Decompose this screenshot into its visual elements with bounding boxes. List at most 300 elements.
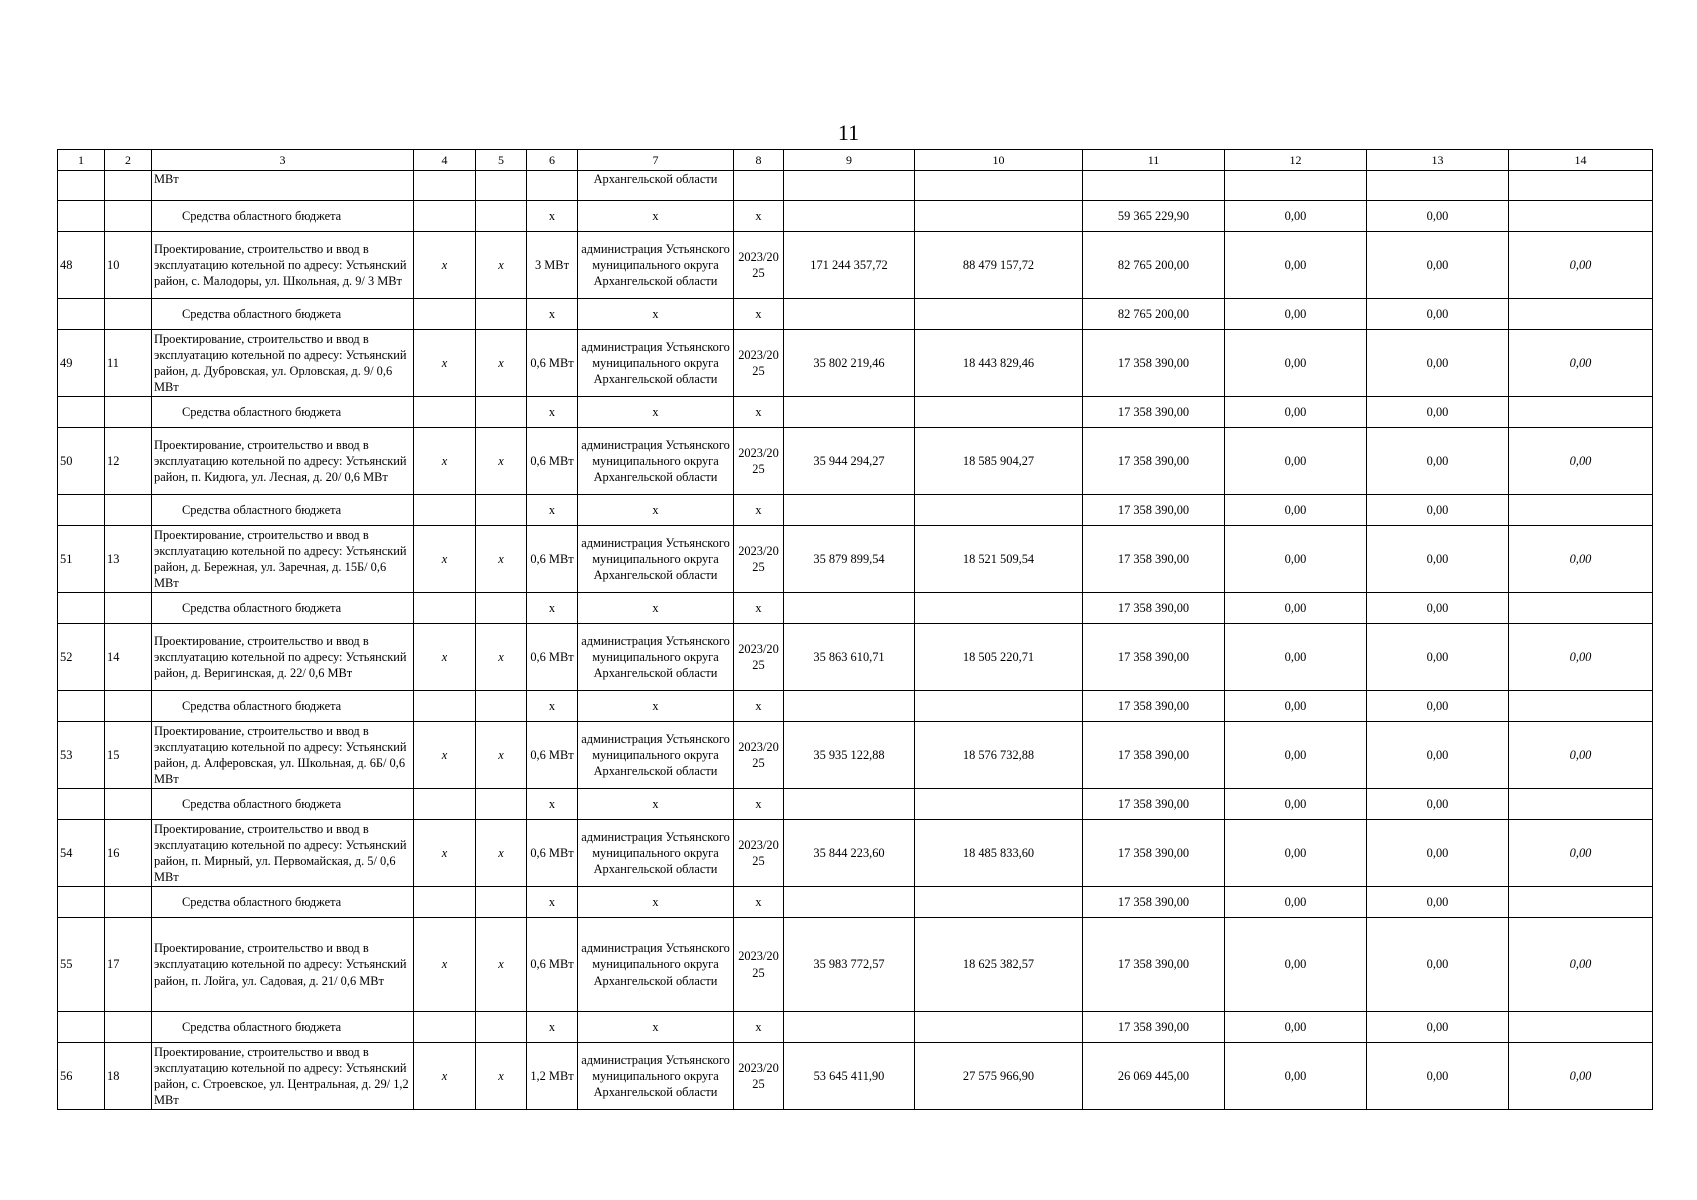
amount: 0,00 <box>1367 593 1509 624</box>
cell-x: х <box>527 789 578 820</box>
cell <box>105 201 152 232</box>
project-row <box>58 722 1653 789</box>
amount: 27 575 966,90 <box>915 1043 1083 1110</box>
funding-source-label: Средства областного бюджета <box>152 593 414 624</box>
amount: 17 358 390,00 <box>1083 624 1225 691</box>
amount: 35 863 610,71 <box>784 624 915 691</box>
cell-x: х <box>476 820 527 887</box>
cell <box>915 201 1083 232</box>
sub-number: 17 <box>105 918 152 1012</box>
administrator: администрация Устьянского муниципального округа Архангельской области <box>578 624 734 691</box>
amount: 0,00 <box>1225 526 1367 593</box>
period: 2023/20 25 <box>734 722 784 789</box>
cell-x: х <box>476 918 527 1012</box>
row-number: 53 <box>58 722 105 789</box>
project-row <box>58 1043 1653 1110</box>
amount: 0,00 <box>1367 887 1509 918</box>
row-number: 48 <box>58 232 105 299</box>
amount: 0,00 <box>1367 722 1509 789</box>
amount: 0,00 <box>1509 918 1653 1012</box>
cell-x: х <box>578 397 734 428</box>
amount: 35 944 294,27 <box>784 428 915 495</box>
amount: 17 358 390,00 <box>1083 330 1225 397</box>
cell-x: х <box>578 691 734 722</box>
cell <box>915 593 1083 624</box>
cell-x: х <box>476 428 527 495</box>
project-description: Проектирование, строительство и ввод в эксплуатацию котельной по адресу: Устьянский район, д. Алферовская, ул. Школьная, д. 6Б/ 0,6 МВт <box>152 722 414 789</box>
sub-number: 11 <box>105 330 152 397</box>
cell <box>734 171 784 201</box>
project-description: МВт <box>152 171 414 201</box>
administrator: администрация Устьянского муниципального округа Архангельской области <box>578 232 734 299</box>
funding-source-row <box>58 201 1653 232</box>
cell <box>784 299 915 330</box>
cell <box>915 171 1083 201</box>
cell-x: х <box>734 495 784 526</box>
amount: 17 358 390,00 <box>1083 918 1225 1012</box>
cell <box>476 887 527 918</box>
cell <box>915 691 1083 722</box>
amount: 0,00 <box>1367 201 1509 232</box>
column-number-row <box>58 150 1653 171</box>
cell <box>784 789 915 820</box>
sub-number: 10 <box>105 232 152 299</box>
capacity: 0,6 МВт <box>527 722 578 789</box>
cell <box>414 495 476 526</box>
cell <box>414 201 476 232</box>
column-number: 2 <box>105 150 152 171</box>
amount: 82 765 200,00 <box>1083 299 1225 330</box>
column-number: 8 <box>734 150 784 171</box>
row-number: 54 <box>58 820 105 887</box>
cell <box>476 495 527 526</box>
cell <box>105 171 152 201</box>
period: 2023/20 25 <box>734 624 784 691</box>
amount: 18 625 382,57 <box>915 918 1083 1012</box>
amount: 0,00 <box>1225 789 1367 820</box>
amount: 17 358 390,00 <box>1083 397 1225 428</box>
sub-number: 18 <box>105 1043 152 1110</box>
funding-source-label: Средства областного бюджета <box>152 397 414 428</box>
cell <box>1509 299 1653 330</box>
amount: 17 358 390,00 <box>1083 526 1225 593</box>
cell-x: х <box>527 299 578 330</box>
row-number: 56 <box>58 1043 105 1110</box>
cell <box>58 171 105 201</box>
funding-source-label: Средства областного бюджета <box>152 1012 414 1043</box>
amount: 59 365 229,90 <box>1083 201 1225 232</box>
amount: 171 244 357,72 <box>784 232 915 299</box>
cell <box>414 397 476 428</box>
cell <box>784 593 915 624</box>
amount: 17 358 390,00 <box>1083 722 1225 789</box>
amount: 0,00 <box>1225 691 1367 722</box>
column-number: 1 <box>58 150 105 171</box>
amount: 0,00 <box>1509 722 1653 789</box>
cell-x: х <box>414 526 476 593</box>
cell-x: х <box>527 201 578 232</box>
cell-x: х <box>414 820 476 887</box>
cell <box>784 495 915 526</box>
amount: 0,00 <box>1367 299 1509 330</box>
amount: 0,00 <box>1225 820 1367 887</box>
cell <box>414 1012 476 1043</box>
capacity: 0,6 МВт <box>527 820 578 887</box>
cell <box>105 887 152 918</box>
administrator: администрация Устьянского муниципального округа Архангельской области <box>578 1043 734 1110</box>
amount: 0,00 <box>1225 201 1367 232</box>
capacity: 0,6 МВт <box>527 624 578 691</box>
amount: 17 358 390,00 <box>1083 887 1225 918</box>
project-description: Проектирование, строительство и ввод в эксплуатацию котельной по адресу: Устьянский район, с. Строевское, ул. Центральная, д. 29/ 1,2 МВт <box>152 1043 414 1110</box>
capacity: 0,6 МВт <box>527 526 578 593</box>
period: 2023/20 25 <box>734 526 784 593</box>
administrator: администрация Устьянского муниципального округа Архангельской области <box>578 428 734 495</box>
amount: 0,00 <box>1225 495 1367 526</box>
cell <box>476 171 527 201</box>
column-number: 10 <box>915 150 1083 171</box>
amount: 0,00 <box>1367 397 1509 428</box>
row-number: 55 <box>58 918 105 1012</box>
funding-source-label: Средства областного бюджета <box>152 299 414 330</box>
amount: 0,00 <box>1367 789 1509 820</box>
cell-x: х <box>734 887 784 918</box>
amount: 53 645 411,90 <box>784 1043 915 1110</box>
administrator: администрация Устьянского муниципального округа Архангельской области <box>578 526 734 593</box>
cell <box>58 299 105 330</box>
amount: 18 521 509,54 <box>915 526 1083 593</box>
cell <box>414 299 476 330</box>
amount: 0,00 <box>1367 624 1509 691</box>
project-description: Проектирование, строительство и ввод в эксплуатацию котельной по адресу: Устьянский район, д. Бережная, ул. Заречная, д. 15Б/ 0,6 МВт <box>152 526 414 593</box>
cell-x: х <box>476 330 527 397</box>
amount: 17 358 390,00 <box>1083 495 1225 526</box>
cell-x: х <box>476 1043 527 1110</box>
cell <box>527 171 578 201</box>
amount: 0,00 <box>1367 820 1509 887</box>
cell <box>915 1012 1083 1043</box>
period: 2023/20 25 <box>734 1043 784 1110</box>
cell <box>105 495 152 526</box>
amount: 26 069 445,00 <box>1083 1043 1225 1110</box>
cell <box>476 397 527 428</box>
column-number: 6 <box>527 150 578 171</box>
capacity: 3 МВт <box>527 232 578 299</box>
sub-number: 13 <box>105 526 152 593</box>
amount: 0,00 <box>1367 526 1509 593</box>
cell-x: х <box>414 232 476 299</box>
amount: 17 358 390,00 <box>1083 820 1225 887</box>
amount: 88 479 157,72 <box>915 232 1083 299</box>
cell <box>1509 495 1653 526</box>
cell <box>414 691 476 722</box>
cell <box>1509 397 1653 428</box>
funding-source-row <box>58 593 1653 624</box>
continuation-row <box>58 171 1653 201</box>
period: 2023/20 25 <box>734 820 784 887</box>
funding-source-row <box>58 495 1653 526</box>
amount: 0,00 <box>1509 428 1653 495</box>
column-number: 13 <box>1367 150 1509 171</box>
amount: 0,00 <box>1509 232 1653 299</box>
cell <box>784 887 915 918</box>
period: 2023/20 25 <box>734 918 784 1012</box>
cell <box>414 887 476 918</box>
cell <box>1509 593 1653 624</box>
amount: 0,00 <box>1509 330 1653 397</box>
amount: 0,00 <box>1225 1043 1367 1110</box>
cell <box>58 593 105 624</box>
cell <box>414 171 476 201</box>
cell-x: х <box>578 887 734 918</box>
cell <box>476 789 527 820</box>
amount: 0,00 <box>1225 722 1367 789</box>
cell <box>414 789 476 820</box>
cell-x: х <box>578 495 734 526</box>
period: 2023/20 25 <box>734 428 784 495</box>
amount: 17 358 390,00 <box>1083 593 1225 624</box>
cell <box>784 201 915 232</box>
amount: 0,00 <box>1225 624 1367 691</box>
cell <box>1367 171 1509 201</box>
cell-x: х <box>578 201 734 232</box>
amount: 0,00 <box>1225 330 1367 397</box>
project-description: Проектирование, строительство и ввод в эксплуатацию котельной по адресу: Устьянский район, д. Дубровская, ул. Орловская, д. 9/ 0,6 МВт <box>152 330 414 397</box>
amount: 17 358 390,00 <box>1083 428 1225 495</box>
period: 2023/20 25 <box>734 330 784 397</box>
amount: 35 844 223,60 <box>784 820 915 887</box>
project-description: Проектирование, строительство и ввод в эксплуатацию котельной по адресу: Устьянский район, п. Кидюга, ул. Лесная, д. 20/ 0,6 МВт <box>152 428 414 495</box>
cell <box>414 593 476 624</box>
cell <box>105 789 152 820</box>
cell <box>476 593 527 624</box>
amount: 0,00 <box>1367 330 1509 397</box>
cell <box>1225 171 1367 201</box>
cell <box>1509 171 1653 201</box>
cell-x: х <box>734 789 784 820</box>
project-description: Проектирование, строительство и ввод в эксплуатацию котельной по адресу: Устьянский район, д. Веригинская, д. 22/ 0,6 МВт <box>152 624 414 691</box>
column-number: 5 <box>476 150 527 171</box>
cell <box>58 1012 105 1043</box>
capacity: 1,2 МВт <box>527 1043 578 1110</box>
funding-source-row <box>58 299 1653 330</box>
cell <box>784 397 915 428</box>
cell <box>784 171 915 201</box>
cell <box>1509 789 1653 820</box>
cell <box>1509 887 1653 918</box>
cell <box>915 397 1083 428</box>
project-row <box>58 330 1653 397</box>
row-number: 52 <box>58 624 105 691</box>
amount: 0,00 <box>1225 428 1367 495</box>
project-row <box>58 624 1653 691</box>
amount: 0,00 <box>1225 397 1367 428</box>
cell-x: х <box>476 232 527 299</box>
funding-source-row <box>58 887 1653 918</box>
cell-x: х <box>734 397 784 428</box>
cell <box>476 1012 527 1043</box>
column-number: 12 <box>1225 150 1367 171</box>
cell <box>915 495 1083 526</box>
sub-number: 15 <box>105 722 152 789</box>
capacity: 0,6 МВт <box>527 330 578 397</box>
amount: 0,00 <box>1509 526 1653 593</box>
capacity: 0,6 МВт <box>527 428 578 495</box>
funding-source-row <box>58 1012 1653 1043</box>
cell <box>784 1012 915 1043</box>
amount: 35 802 219,46 <box>784 330 915 397</box>
column-number: 4 <box>414 150 476 171</box>
column-number: 11 <box>1083 150 1225 171</box>
project-row <box>58 918 1653 1012</box>
amount: 0,00 <box>1225 593 1367 624</box>
cell-x: х <box>414 722 476 789</box>
sub-number: 14 <box>105 624 152 691</box>
cell-x: х <box>527 495 578 526</box>
amount: 0,00 <box>1225 299 1367 330</box>
cell <box>915 789 1083 820</box>
cell <box>58 789 105 820</box>
capacity: 0,6 МВт <box>527 918 578 1012</box>
column-number: 14 <box>1509 150 1653 171</box>
funding-source-row <box>58 789 1653 820</box>
cell <box>105 397 152 428</box>
amount: 0,00 <box>1509 624 1653 691</box>
page-number: 11 <box>837 120 860 145</box>
amount: 0,00 <box>1367 1043 1509 1110</box>
cell <box>915 887 1083 918</box>
administrator: администрация Устьянского муниципального округа Архангельской области <box>578 722 734 789</box>
cell-x: х <box>527 691 578 722</box>
amount: 0,00 <box>1225 1012 1367 1043</box>
amount: 17 358 390,00 <box>1083 691 1225 722</box>
cell-x: х <box>527 887 578 918</box>
funding-source-label: Средства областного бюджета <box>152 691 414 722</box>
cell <box>1083 171 1225 201</box>
funding-source-label: Средства областного бюджета <box>152 789 414 820</box>
cell <box>105 593 152 624</box>
cell <box>476 299 527 330</box>
amount: 17 358 390,00 <box>1083 789 1225 820</box>
cell-x: х <box>578 789 734 820</box>
period: 2023/20 25 <box>734 232 784 299</box>
funding-source-label: Средства областного бюджета <box>152 887 414 918</box>
cell <box>58 887 105 918</box>
amount: 18 485 833,60 <box>915 820 1083 887</box>
sub-number: 16 <box>105 820 152 887</box>
amount: 0,00 <box>1225 887 1367 918</box>
amount: 0,00 <box>1509 820 1653 887</box>
amount: 0,00 <box>1509 1043 1653 1110</box>
amount: 18 505 220,71 <box>915 624 1083 691</box>
amount: 35 935 122,88 <box>784 722 915 789</box>
cell <box>105 1012 152 1043</box>
cell <box>58 201 105 232</box>
cell-x: х <box>414 918 476 1012</box>
cell <box>476 691 527 722</box>
budget-table <box>57 149 1653 1110</box>
project-description: Проектирование, строительство и ввод в эксплуатацию котельной по адресу: Устьянский район, п. Мирный, ул. Первомайская, д. 5/ 0,6 МВт <box>152 820 414 887</box>
amount: 0,00 <box>1367 232 1509 299</box>
cell-x: х <box>527 1012 578 1043</box>
funding-source-label: Средства областного бюджета <box>152 201 414 232</box>
amount: 35 879 899,54 <box>784 526 915 593</box>
amount: 0,00 <box>1225 232 1367 299</box>
cell <box>58 397 105 428</box>
cell <box>784 691 915 722</box>
cell-x: х <box>734 1012 784 1043</box>
column-number: 3 <box>152 150 414 171</box>
amount: 18 576 732,88 <box>915 722 1083 789</box>
cell-x: х <box>578 1012 734 1043</box>
cell-x: х <box>734 593 784 624</box>
amount: 0,00 <box>1367 1012 1509 1043</box>
cell-x: х <box>414 624 476 691</box>
column-number: 9 <box>784 150 915 171</box>
amount: 17 358 390,00 <box>1083 1012 1225 1043</box>
cell <box>58 495 105 526</box>
amount: 0,00 <box>1367 428 1509 495</box>
cell-x: х <box>527 397 578 428</box>
row-number: 51 <box>58 526 105 593</box>
funding-source-label: Средства областного бюджета <box>152 495 414 526</box>
amount: 0,00 <box>1367 495 1509 526</box>
amount: 0,00 <box>1367 691 1509 722</box>
project-description: Проектирование, строительство и ввод в эксплуатацию котельной по адресу: Устьянский район, п. Лойга, ул. Садовая, д. 21/ 0,6 МВт <box>152 918 414 1012</box>
row-number: 49 <box>58 330 105 397</box>
cell <box>105 691 152 722</box>
cell <box>105 299 152 330</box>
cell-x: х <box>476 624 527 691</box>
funding-source-row <box>58 397 1653 428</box>
cell-x: х <box>414 1043 476 1110</box>
cell <box>476 201 527 232</box>
cell-x: х <box>734 299 784 330</box>
amount: 0,00 <box>1367 918 1509 1012</box>
project-row <box>58 526 1653 593</box>
administrator: Архангельской области <box>578 171 734 201</box>
cell <box>58 691 105 722</box>
amount: 82 765 200,00 <box>1083 232 1225 299</box>
cell-x: х <box>476 526 527 593</box>
project-row <box>58 428 1653 495</box>
amount: 35 983 772,57 <box>784 918 915 1012</box>
cell <box>1509 691 1653 722</box>
cell-x: х <box>414 330 476 397</box>
cell-x: х <box>414 428 476 495</box>
cell-x: х <box>527 593 578 624</box>
column-number: 7 <box>578 150 734 171</box>
administrator: администрация Устьянского муниципального округа Архангельской области <box>578 820 734 887</box>
cell <box>1509 201 1653 232</box>
row-number: 50 <box>58 428 105 495</box>
administrator: администрация Устьянского муниципального округа Архангельской области <box>578 330 734 397</box>
sub-number: 12 <box>105 428 152 495</box>
cell <box>915 299 1083 330</box>
amount: 18 443 829,46 <box>915 330 1083 397</box>
cell <box>1509 1012 1653 1043</box>
cell-x: х <box>734 691 784 722</box>
project-description: Проектирование, строительство и ввод в эксплуатацию котельной по адресу: Устьянский район, с. Малодоры, ул. Школьная, д. 9/ 3 МВт <box>152 232 414 299</box>
cell-x: х <box>734 201 784 232</box>
cell-x: х <box>476 722 527 789</box>
cell-x: х <box>578 593 734 624</box>
project-row <box>58 820 1653 887</box>
amount: 18 585 904,27 <box>915 428 1083 495</box>
cell-x: х <box>578 299 734 330</box>
funding-source-row <box>58 691 1653 722</box>
amount: 0,00 <box>1225 918 1367 1012</box>
